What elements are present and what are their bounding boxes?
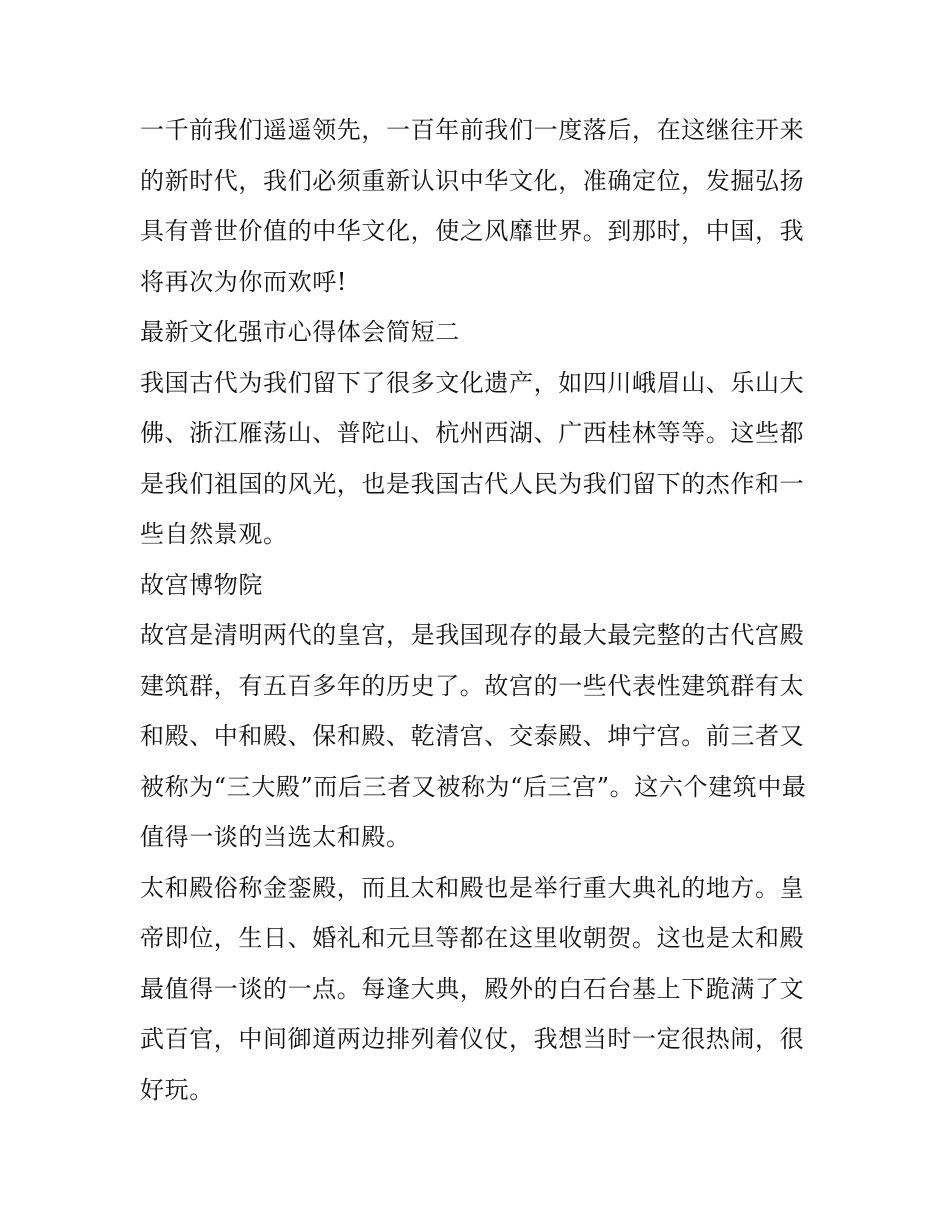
paragraph-heritage: 我国古代为我们留下了很多文化遗产，如四川峨眉山、乐山大佛、浙江雁荡山、普陀山、杭州西湖、广西桂林等等。这些都是我们祖国的风光，也是我国古代人民为我们留下的杰作和一些自然景观。 <box>140 368 805 548</box>
paragraph-closing: 一千前我们遥遥领先，一百年前我们一度落后，在这继往开来的新时代，我们必须重新认识中华文化，准确定位，发掘弘扬具有普世价值的中华文化，使之风靡世界。到那时，中国，我将再次为你而欢呼! <box>140 116 805 296</box>
document-page <box>140 105 812 1115</box>
paragraph-taihe-hall: 太和殿俗称金銮殿，而且太和殿也是举行重大典礼的地方。皇帝即位，生日、婚礼和元旦等都在这里收朝贺。这也是太和殿最值得一谈的一点。每逢大典，殿外的白石台基上下跪满了文武百官，中间御道两边排列着仪仗，我想当时一定很热闹，很好玩。 <box>140 873 805 1104</box>
section-heading: 最新文化强市心得体会简短二 <box>140 318 460 346</box>
paragraph-forbidden-city: 故宫是清明两代的皇宫，是我国现存的最大最完整的古代宫殿建筑群，有五百多年的历史了。故宫的一些代表性建筑群有太和殿、中和殿、保和殿、乾清宫、交泰殿、坤宁宫。前三者又被称为“三大殿”而后三者又被称为“后三宫”。这六个建筑中最值得一谈的当选太和殿。 <box>140 621 807 851</box>
subheading-palace-museum: 故宫博物院 <box>140 570 263 599</box>
